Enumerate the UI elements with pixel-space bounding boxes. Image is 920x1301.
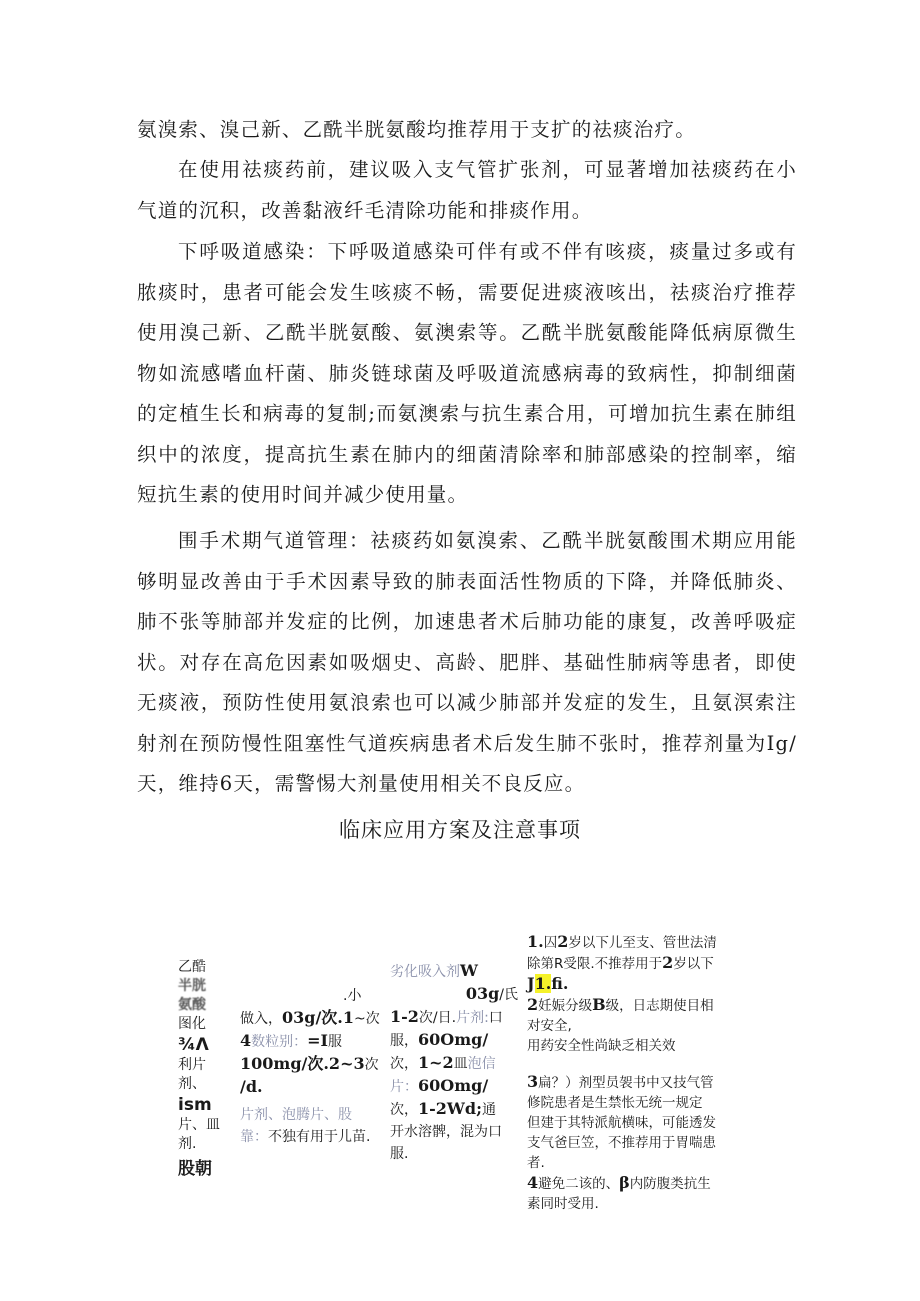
col4-text: 2 (557, 932, 569, 951)
col2-line (240, 1007, 390, 1030)
col4-line (527, 974, 737, 995)
col3-line (390, 1052, 518, 1075)
col3-text: 皿 (453, 1056, 468, 1072)
col3-text: 1-2Wd; (418, 1099, 482, 1118)
col4-line (527, 932, 737, 953)
col4-text: 妊娠分级 (538, 998, 593, 1014)
paragraph-3: 下呼吸道感染：下呼吸道感染可伴有或不伴有咳痰，痰量过多或有脓痰时，患者可能会发生咳痰不畅，需要促进痰液咳出，祛痰治疗推荐使用溴己新、乙酰半胱氨酸、氨澳索等。乙酰半胱氨酸能降低病原微生物如流感嗜血杆菌、肺炎链球菌及呼吸道流感病毒的致病性，抑制细菌的定植生长和病毒的复制;而氨澳索与抗生素合用，可增加抗生素在肺组织中的浓度，提高抗生素在肺内的细菌清除率和肺部感染的控制率，缩短抗生素的使用时间并减少使用量。 (137, 240, 797, 506)
col4-line: 支气爸巨笠，不推荐用于胃喘患 (527, 1135, 716, 1151)
col1-line: 剂. (178, 1136, 197, 1152)
col4-text: 2 (527, 995, 539, 1014)
col3-line: 开水溶髀，混为口 (390, 1124, 502, 1140)
paragraph-4: 围手术期气道管理：祛痰药如氨溴索、乙酰半胱氨酸围术期应用能够明显改善由于手术因素导致的肺表面活性物质的下降，并降低肺炎、肺不张等肺部并发症的比例，加速患者术后肺功能的康复，改善呼吸症状。对存在高危因素如吸烟史、高龄、肥胖、基础性肺病等患者，即使无痰液，预防性使用氨浪索也可以减少肺部并发症的发生，且氨溟索注射剂在预防慢性阻塞性气道疾病患者术后发生肺不张时，推荐剂量为Ig/天，维持6天，需警惕大剂量使用相关不良反应。 (137, 529, 797, 795)
col3-text: W (460, 961, 478, 980)
col4-text: 内防腹类抗生 (629, 1176, 711, 1192)
paragraph-1: 氨溴索、溴己新、乙酰半胱氨酸均推荐用于支扩的祛痰治疗。 (137, 118, 696, 141)
col2-text: ~次 (354, 1011, 380, 1027)
col3-text: 60Omg/ (418, 1030, 489, 1049)
col2-text: 次.2~3 (307, 1054, 365, 1073)
col4-gap (527, 1056, 737, 1072)
col4-line (527, 995, 737, 1016)
col3-text: 03g (465, 984, 500, 1003)
col4-line: 修院患者是生禁怅无统一规定 (527, 1095, 703, 1111)
col3-line (390, 1029, 518, 1052)
table-col-formulation (390, 960, 518, 1165)
col4-text: 除第R受限.不推荐用于 (527, 956, 663, 972)
col3-line (390, 983, 518, 1006)
col4-text: J (527, 974, 535, 993)
col2-text: =I (307, 1031, 329, 1050)
col3-text: 1-2 (390, 1007, 419, 1026)
col3-line (390, 1075, 518, 1098)
col3-text: 劣化吸入剂 (390, 964, 460, 980)
col3-text: 60Omg/ (418, 1076, 489, 1095)
col4-text: 囚 (543, 935, 558, 951)
col3-line (390, 960, 518, 983)
col4-text: 2 (662, 953, 674, 972)
col4-text: 扁？）剂型员袈书中又技气管 (538, 1075, 714, 1091)
paragraph-2: 在使用祛痰药前，建议吸入支气管扩张剂，可显著增加祛痰药在小气道的沉积，改善黏液纤毛清除功能和排痰作用。 (137, 158, 797, 222)
col4-text: fi. (551, 974, 569, 993)
col3-text: 次/日. (418, 1010, 457, 1026)
col2-line: /d. (240, 1077, 263, 1096)
col2-text: 次 (364, 1057, 379, 1073)
col2-text: 服 (328, 1034, 343, 1050)
col1-line: 乙酷 (178, 959, 206, 975)
col4-text: β (619, 1173, 630, 1192)
col2-line: 片剂、泡腾片、股 (240, 1107, 352, 1123)
col1-line: 半胱 (178, 978, 206, 994)
col2-line (240, 1126, 390, 1148)
col2-line (240, 1030, 390, 1053)
col3-text: 次， (390, 1056, 418, 1072)
col3-text: 通 (481, 1102, 496, 1118)
col2-text: 数粒别： (251, 1034, 308, 1050)
col1-line: 片、皿 (178, 1117, 220, 1133)
section-title: 临床应用方案及注意事项 (339, 818, 581, 842)
col1-line: 氨酸 (178, 997, 206, 1013)
col4-text: 3 (527, 1072, 539, 1091)
col1-line: 剂、 (178, 1076, 206, 1092)
col4-line: 但建于其特派航横味，可能透发 (527, 1115, 716, 1131)
col4-text: 岁以下 (673, 956, 714, 972)
col3-text: 片： (390, 1079, 418, 1095)
col4-line: 素同时受用. (527, 1196, 599, 1212)
col4-text: 岁以下儿至支、管世法清 (568, 935, 717, 951)
col3-text: 1~2 (418, 1053, 454, 1072)
col4-line (527, 953, 737, 974)
col3-text: 口 (488, 1010, 503, 1026)
col1-line: 股朝 (178, 1159, 212, 1179)
col2-text: 100mg/ (240, 1054, 308, 1073)
col2-line (240, 1053, 390, 1076)
col3-line: 服. (390, 1146, 409, 1162)
col4-line: 者. (527, 1155, 545, 1171)
col3-text: /氏 (499, 987, 518, 1003)
col3-text: 片剂: (456, 1010, 489, 1026)
col2-text: 靠： (240, 1129, 268, 1145)
col1-line: ¾Λ (178, 1035, 209, 1055)
col3-line (390, 1098, 518, 1121)
col2-text: 不独有用于儿苗. (268, 1129, 371, 1145)
col2-text: 做入， (240, 1011, 282, 1027)
table-col-drug-name (178, 958, 240, 1180)
col4-line: 对安全, (527, 1018, 572, 1034)
col4-text: B (592, 995, 606, 1014)
col4-text: 级，日志期使目相 (605, 998, 714, 1014)
col3-line (390, 1006, 518, 1029)
table-col-precautions (527, 932, 737, 1214)
col1-line: 图化 (178, 1016, 206, 1032)
col4-line: 用药安全性尚缺乏相关效 (527, 1038, 676, 1054)
col1-line: 利片 (178, 1057, 206, 1073)
col1-line: ism (178, 1095, 212, 1115)
col4-text: 1. (527, 932, 544, 951)
col4-text: 避免二该的、 (538, 1176, 620, 1192)
table-col-dosage (240, 985, 390, 1148)
col4-text: 4 (527, 1173, 539, 1192)
col2-text: 4 (240, 1031, 252, 1050)
col4-highlight: 1. (534, 974, 552, 993)
col4-line (527, 1072, 737, 1093)
col2-line: .小 (343, 988, 362, 1004)
col4-line (527, 1173, 737, 1194)
col2-text: 03g/次.1 (282, 1008, 355, 1027)
col3-text: 服， (390, 1033, 418, 1049)
col3-text: 次， (390, 1102, 418, 1118)
col3-text: 泡信 (467, 1056, 496, 1072)
